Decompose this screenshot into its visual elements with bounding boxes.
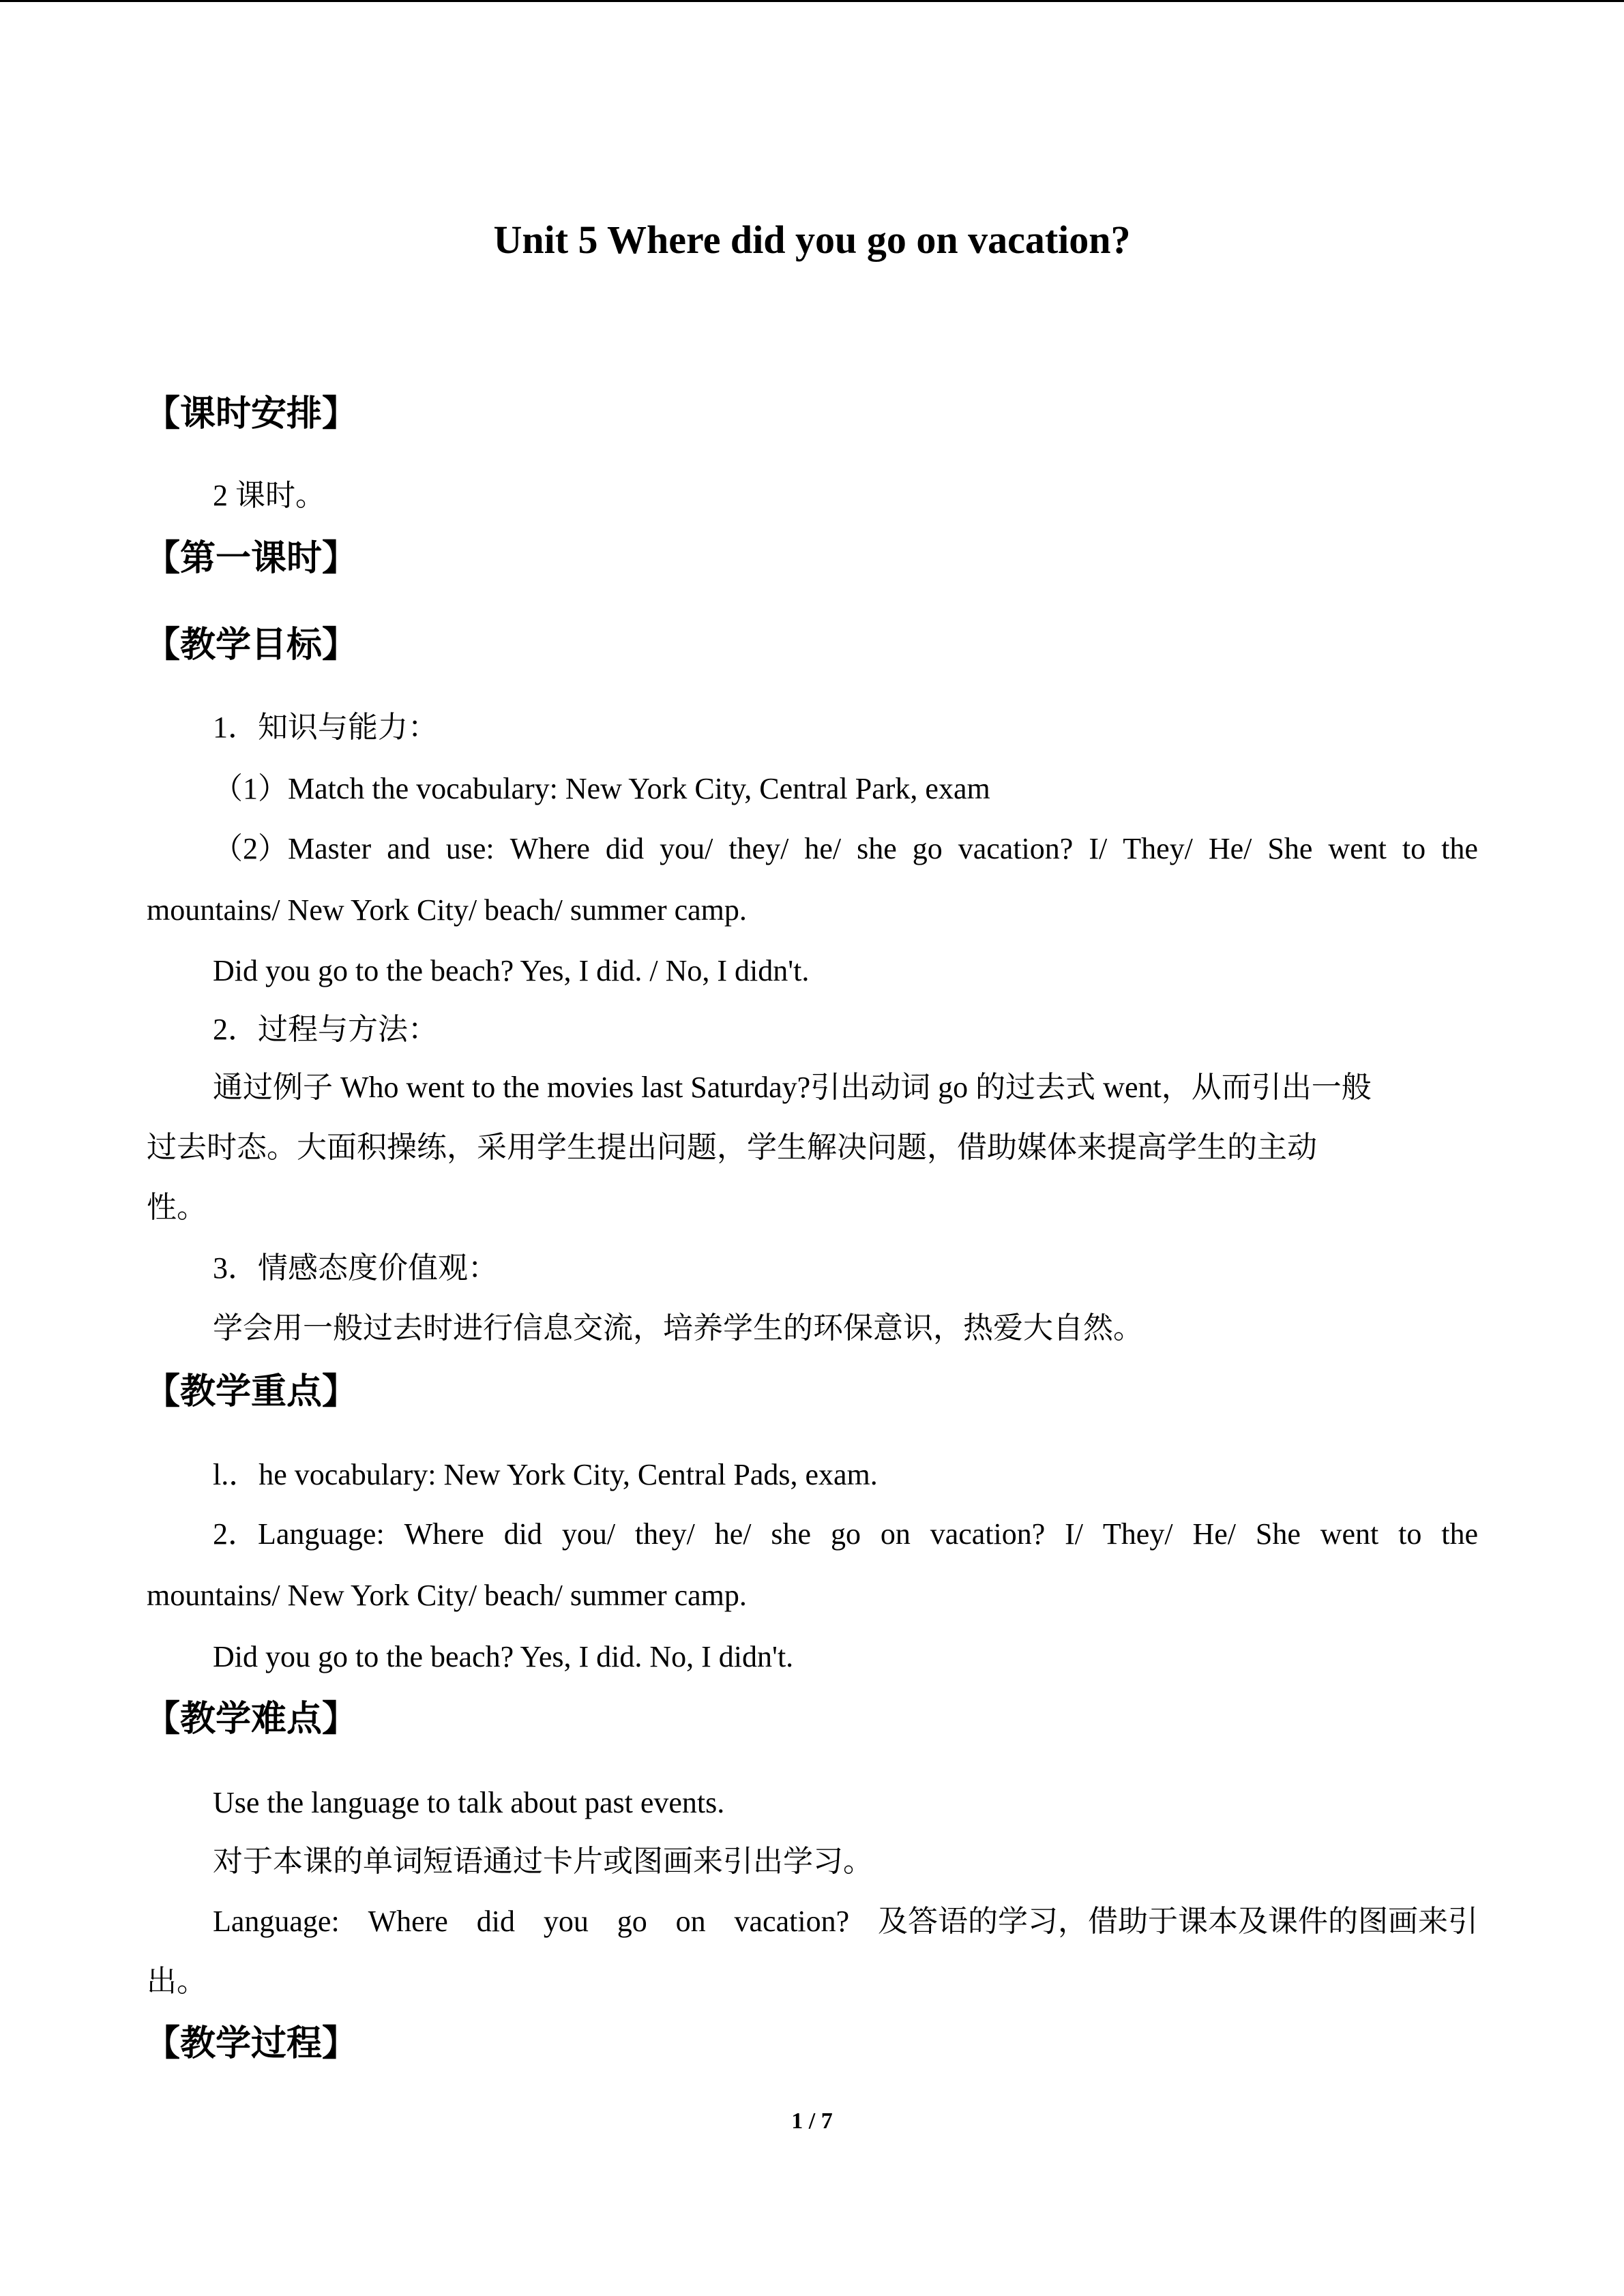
keypoint-1: l.．he vocabulary: New York City, Central Pads, exam. bbox=[213, 1458, 878, 1491]
objective-2-line-2: 过去时态。大面积操练，采用学生提出问题，学生解决问题，借助媒体来提高学生的主动 bbox=[147, 1131, 1317, 1164]
top-border bbox=[0, 0, 1624, 2]
document-title: Unit 5 Where did you go on vacation? bbox=[493, 218, 1131, 262]
word: he/ bbox=[714, 1517, 752, 1551]
objective-1-item-1: （1）Match the vocabulary: New York City, Central Park, exam bbox=[213, 772, 990, 805]
word: to bbox=[1402, 832, 1426, 865]
keypoint-2-cont: mountains/ New York City/ beach/ summer camp. bbox=[147, 1579, 747, 1612]
difficulty-1: Use the language to talk about past events. bbox=[213, 1786, 725, 1819]
schedule-text: 2 课时。 bbox=[213, 479, 325, 512]
word: He/ bbox=[1192, 1517, 1236, 1551]
word: They/ bbox=[1123, 832, 1193, 865]
difficulty-3 bbox=[213, 1901, 1478, 1942]
word: went bbox=[1328, 832, 1387, 865]
objective-2-line-3: 性。 bbox=[147, 1191, 207, 1224]
objective-1-item-2 bbox=[213, 829, 1478, 869]
objective-1-item-2-cont: mountains/ New York City/ beach/ summer camp. bbox=[147, 893, 747, 927]
difficulty-2: 对于本课的单词短语通过卡片或图画来引出学习。 bbox=[213, 1845, 873, 1878]
objective-1-example: Did you go to the beach? Yes, I did. / No, I didn't. bbox=[213, 954, 810, 987]
word: She bbox=[1267, 832, 1313, 865]
word: the bbox=[1441, 832, 1478, 865]
word: I/ bbox=[1089, 832, 1108, 865]
word: go bbox=[830, 1517, 861, 1551]
heading-process: 【教学过程】 bbox=[145, 2025, 358, 2063]
word: vacation? bbox=[958, 832, 1074, 865]
word: he/ bbox=[804, 832, 842, 865]
word: they/ bbox=[728, 832, 789, 865]
word: Language: bbox=[213, 1905, 340, 1938]
word: did bbox=[476, 1905, 515, 1938]
page-number: 1 / 7 bbox=[791, 2108, 833, 2134]
keypoint-example: Did you go to the beach? Yes, I did. No, I didn't. bbox=[213, 1640, 794, 1673]
objective-3-title: 3．情感态度价值观： bbox=[213, 1251, 498, 1285]
word: they/ bbox=[634, 1517, 695, 1551]
word: （2）Master bbox=[213, 832, 372, 865]
word: use: bbox=[445, 832, 494, 865]
objective-2-line-1: 通过例子 Who went to the movies last Saturday?引出动词 go 的过去式 went，从而引出一般 bbox=[213, 1071, 1372, 1104]
word: you bbox=[543, 1905, 589, 1938]
word: She bbox=[1255, 1517, 1301, 1551]
word: go bbox=[617, 1905, 647, 1938]
objective-1-title: 1．知识与能力： bbox=[213, 711, 438, 744]
word: on bbox=[675, 1905, 706, 1938]
word: you/ bbox=[561, 1517, 616, 1551]
difficulty-3-cont: 出。 bbox=[147, 1965, 207, 1998]
word: They/ bbox=[1102, 1517, 1173, 1551]
heading-keypoints: 【教学重点】 bbox=[145, 1373, 358, 1412]
objective-2-title: 2．过程与方法： bbox=[213, 1013, 438, 1046]
heading-difficulties: 【教学难点】 bbox=[145, 1700, 358, 1739]
word: I/ bbox=[1065, 1517, 1084, 1551]
word: Where bbox=[404, 1517, 484, 1551]
word: did bbox=[605, 832, 645, 865]
objective-3-text: 学会用一般过去时进行信息交流，培养学生的环保意识，热爱大自然。 bbox=[213, 1311, 1143, 1345]
word: to bbox=[1398, 1517, 1422, 1551]
word: on bbox=[880, 1517, 911, 1551]
word: did bbox=[503, 1517, 542, 1551]
word: He/ bbox=[1208, 832, 1252, 865]
word: she bbox=[771, 1517, 812, 1551]
word: vacation? bbox=[930, 1517, 1046, 1551]
word: go bbox=[912, 832, 943, 865]
keypoint-2 bbox=[213, 1514, 1478, 1555]
word: vacation? bbox=[734, 1905, 850, 1938]
heading-schedule: 【课时安排】 bbox=[145, 395, 358, 434]
word: went bbox=[1320, 1517, 1379, 1551]
word: the bbox=[1441, 1517, 1478, 1551]
word: 及答语的学习，借助于课本及课件的图画来引 bbox=[878, 1905, 1478, 1938]
word: Where bbox=[510, 832, 590, 865]
word: you/ bbox=[660, 832, 713, 865]
word: she bbox=[857, 832, 897, 865]
word: and bbox=[387, 832, 430, 865]
word: 2．Language: bbox=[213, 1517, 385, 1551]
heading-objectives: 【教学目标】 bbox=[145, 626, 358, 665]
word: Where bbox=[368, 1905, 448, 1938]
heading-lesson1: 【第一课时】 bbox=[145, 539, 358, 578]
